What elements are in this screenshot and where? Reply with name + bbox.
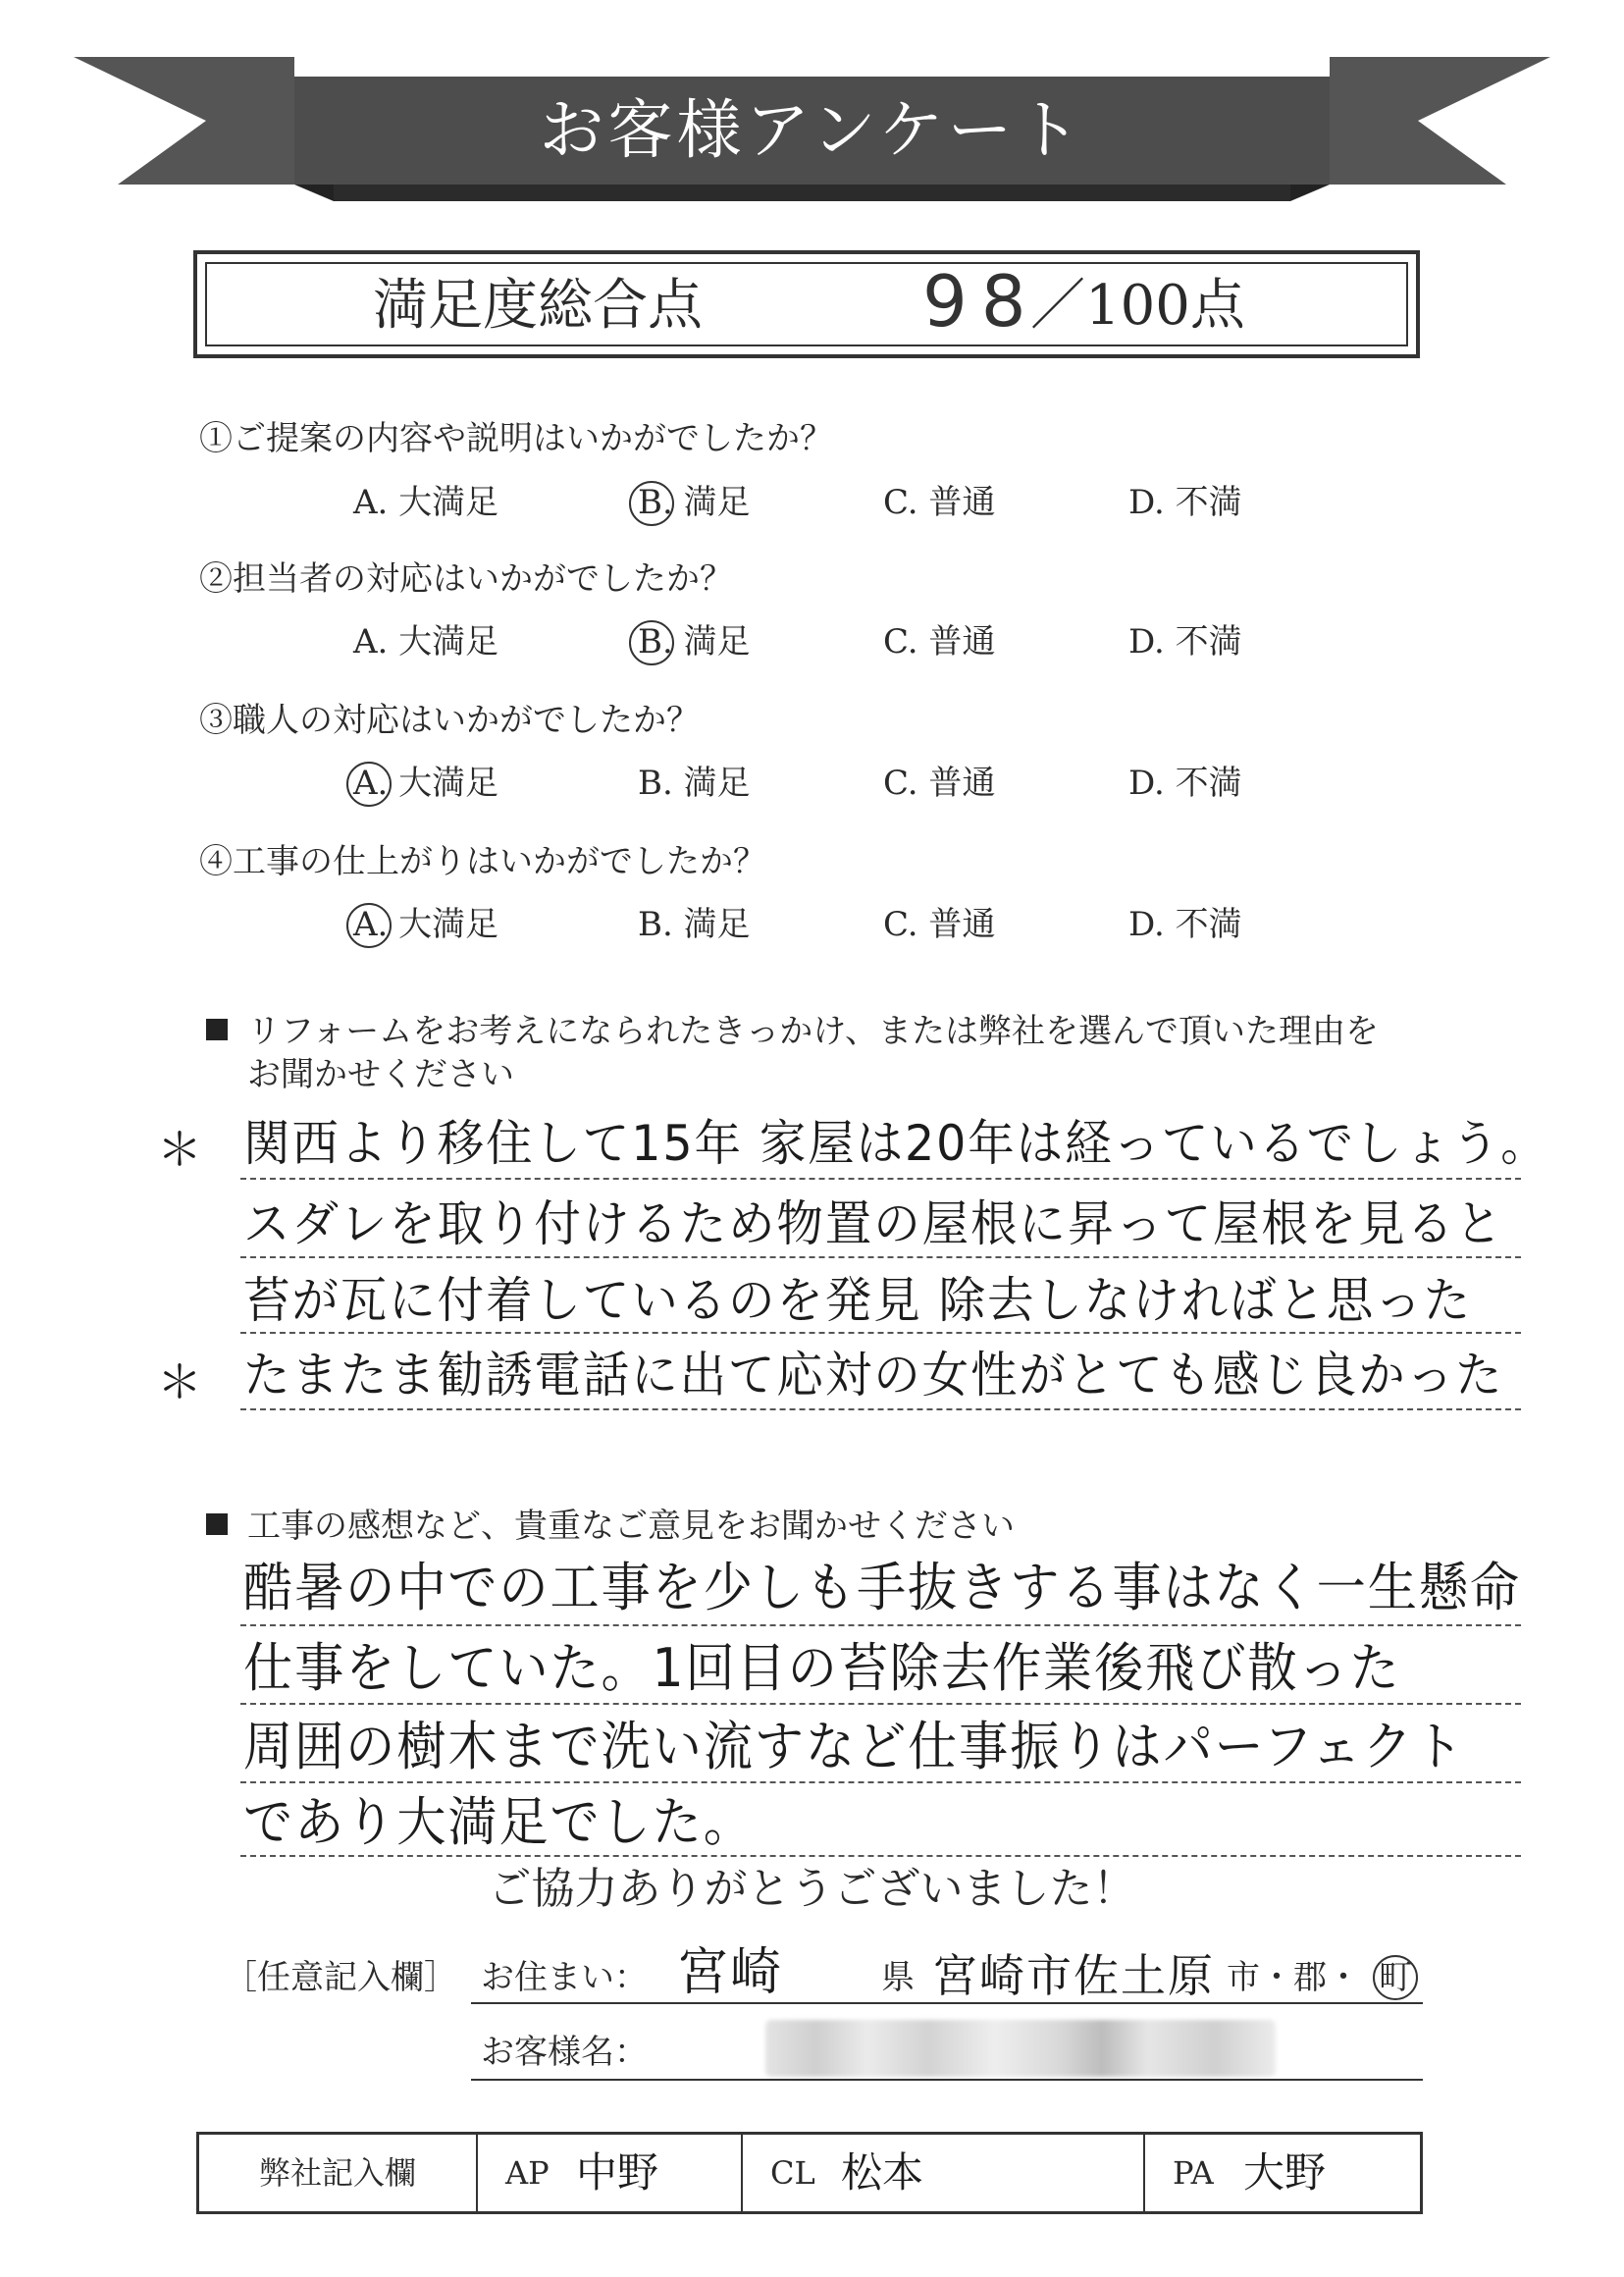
- name-label: お客様名：: [481, 2033, 648, 2072]
- score-label: 満足度総合点: [373, 274, 703, 338]
- cl-key: CL: [770, 2154, 815, 2192]
- pa-key: PA: [1173, 2154, 1214, 2192]
- reason-line-3: 苔が瓦に付着しているのを発見 除去しなければと思った: [243, 1272, 1473, 1329]
- thanks-message: ご協力ありがとうございました！: [488, 1864, 1136, 1914]
- page-title: お客様アンケート: [539, 92, 1085, 168]
- comment-rule-4: [240, 1855, 1521, 1857]
- comment-line-1: 酷暑の中での工事を少しも手抜きする事はなく一生懸命: [243, 1557, 1521, 1618]
- q2-option-c: C. 普通: [883, 622, 996, 662]
- cl-cell: [743, 2135, 1145, 2211]
- q2-selected-circle: [629, 620, 674, 665]
- address-underline: [471, 2002, 1423, 2004]
- optional-label: ［任意記入欄］: [224, 1958, 457, 1997]
- comment-rule-3: [240, 1781, 1521, 1783]
- reason-star-1: ＊: [157, 1123, 202, 1176]
- q3-option-a: A. 大満足: [353, 764, 499, 803]
- q1-option-b: B. 満足: [638, 483, 751, 522]
- customer-name-redacted: [765, 2020, 1276, 2077]
- reason-line-4: たまたま勧誘電話に出て応対の女性がとても感じ良かった: [243, 1347, 1504, 1403]
- q2-option-b: B. 満足: [638, 622, 751, 662]
- reason-rule-1: [240, 1178, 1521, 1180]
- q3-selected-circle: [346, 762, 392, 807]
- comment-line-3: 周囲の樹木まで洗い流すなど仕事振りはパーフェクト: [243, 1716, 1465, 1777]
- ap-value: 中野: [576, 2148, 659, 2197]
- town-circle-mark: [1373, 1955, 1418, 2000]
- prefecture-value: 宮崎: [677, 1943, 784, 2002]
- q4-option-c: C. 普通: [883, 905, 996, 944]
- q3-option-c: C. 普通: [883, 764, 996, 803]
- comment-line-2: 仕事をしていた。1回目の苔除去作業後飛び散った: [243, 1637, 1401, 1699]
- score-suffix: ／100点: [1030, 274, 1245, 338]
- city-value: 宮崎市佐土原: [932, 1949, 1215, 2002]
- reason-heading-line2: お聞かせください: [247, 1055, 514, 1094]
- reason-rule-2: [240, 1256, 1521, 1258]
- q4-option-a: A. 大満足: [353, 905, 499, 944]
- q4-option-d: D. 不満: [1128, 905, 1242, 944]
- name-underline: [471, 2079, 1423, 2081]
- address-label: お住まい：: [481, 1958, 648, 1997]
- q1-option-d: D. 不満: [1128, 483, 1242, 522]
- q4-option-b: B. 満足: [638, 905, 751, 944]
- score-value: 98: [922, 260, 1040, 343]
- reason-heading: リフォームをお考えになられたきっかけ、または弊社を選んで頂いた理由を: [206, 1009, 1379, 1054]
- cl-value: 松本: [841, 2148, 924, 2197]
- pa-cell: [1145, 2135, 1420, 2211]
- ap-key: AP: [505, 2154, 550, 2192]
- q4-selected-circle: [346, 903, 392, 948]
- q1-selected-circle: [629, 481, 674, 526]
- office-label-cell: [199, 2135, 478, 2211]
- question-3: ③職人の対応はいかがでしたか？: [199, 701, 700, 740]
- reason-star-2: ＊: [157, 1355, 202, 1408]
- q1-option-c: C. 普通: [883, 483, 996, 522]
- comment-line-4: であり大満足でした。: [243, 1791, 755, 1853]
- city-suffix: 市・郡・: [1227, 1958, 1360, 1997]
- office-use-table: [196, 2132, 1423, 2214]
- reason-line-1: 関西より移住して15年 家屋は20年は経っているでしょう。: [243, 1115, 1549, 1172]
- comment-rule-2: [240, 1703, 1521, 1705]
- pa-value: 大野: [1243, 2148, 1327, 2197]
- reason-line-2: スダレを取り付けるため物置の屋根に昇って屋根を見ると: [243, 1195, 1504, 1252]
- q1-option-a: A. 大満足: [353, 483, 499, 522]
- comment-rule-1: [240, 1624, 1521, 1626]
- question-2: ②担当者の対応はいかがでしたか？: [199, 559, 733, 599]
- question-1: ①ご提案の内容や説明はいかがでしたか？: [199, 419, 833, 458]
- prefecture-suffix: 県: [881, 1958, 915, 1997]
- q2-option-d: D. 不満: [1128, 622, 1242, 662]
- reason-rule-4: [240, 1408, 1521, 1410]
- ap-cell: [478, 2135, 743, 2211]
- question-4: ④工事の仕上がりはいかがでしたか？: [199, 842, 766, 881]
- q3-option-d: D. 不満: [1128, 764, 1242, 803]
- q2-option-a: A. 大満足: [353, 622, 499, 662]
- q3-option-b: B. 満足: [638, 764, 751, 803]
- office-label: 弊社記入欄: [258, 2154, 416, 2192]
- comment-heading: 工事の感想など、貴重なご意見をお聞かせください: [206, 1504, 1015, 1549]
- town-circled: 町: [1379, 1958, 1412, 1997]
- reason-rule-3: [240, 1332, 1521, 1334]
